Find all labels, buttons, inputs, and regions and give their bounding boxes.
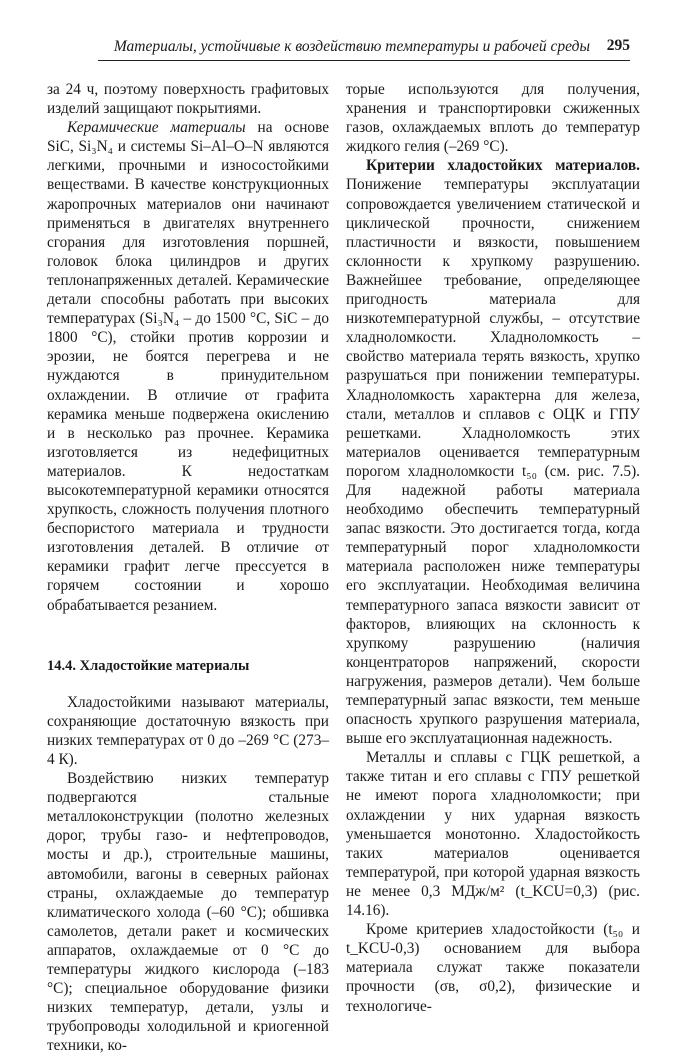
paragraph-text: Понижение температуры эксплуатации сопровождается увеличением статической и циклической прочности, снижением пластичности и вязкости, повышением склонности к хрупкому разрушению. Важнейшее требование, определяющее пригодность материала для низкотемпературной службы, – отсутствие хладноломкости. Хладноломкость – свойство материала терять вязкость, хрупко разрушаться при понижении температуры. Хладноломкость характерна для железа, стали, металлов и сплавов с ОЦК и ГПУ решетками. Хладноломкость этих материалов оценивается температурным порогом хладноломкости t₅₀ (см. рис. 7.5). Для надежной работы материала необходимо обеспечить температурный запас вязкости. Это достигается тогда, когда температурный порог хладноломкости материала расположен ниже температуры его эксплуатации. Необходимая величина температурного запаса вязкости зависит от факторов, влияющих на склонность к хрупкому разрушению (наличия концентраторов напряжений, скорости нагружения, размеров детали). Чем больше температурный запас вязкости, тем меньше опасность хрупкого разрушения материала, выше его эксплуатационная надежность. (346, 176, 640, 748)
paragraph (47, 118, 329, 614)
page-number: 295 (606, 37, 630, 54)
paragraph-text: на основе SiC, Si₃N₄ и системы Si–Al–O–N являются легкими, прочными и износостойкими веществами. В качестве конструкционных жаропрочных материалов они начинают применяться в двигателях внутреннего сгорания для изготовления поршней, головок блока цилиндров и других теплонапряженных деталей. Керамические детали способны работать при высоких температурах (Si₃N₄ – до 1500 °C, SiC – до 1800 °C), стойки против коррозии и эрозии, не боятся перегрева и не нуждаются в принудительном охлаждении. В отличие от графита керамика меньше подвержена окислению и в несколько раз прочнее. Керамика изготовляется из недефицитных материалов. К недостаткам высокотемпературной керамики относятся хрупкость, сложность получения плотного беспористого материала и трудности изготовления деталей. В отличие от керамики графит легче прессуется в горячем состоянии и хорошо обрабатывается резанием. (47, 119, 329, 614)
section-heading: 14.4. Хладостойкие материалы (47, 657, 250, 674)
running-title: Материалы, устойчивые к воздействию температуры и рабочей среды (113, 38, 590, 55)
paragraph: Кроме критериев хладостойкости (t₅₀ и t_KCU-0,3) основанием для выбора материала служат также показатели прочности (σв, σ0,2), физические и технологиче- (346, 921, 640, 1015)
header-rule (98, 60, 630, 61)
left-column (47, 80, 329, 1056)
italic-term: Керамические материалы (67, 119, 246, 137)
bold-subheading: Критерии хладостойких материалов. (366, 157, 640, 175)
spacer (47, 676, 329, 693)
paragraph (346, 156, 640, 748)
page-header (98, 36, 630, 62)
right-column (346, 80, 640, 1016)
paragraph: торые используются для получения, хранения и транспортировки сжиженных газов, охлаждаемых вплоть до температур жидкого гелия (–269 °C). (346, 81, 640, 156)
paragraph: Хладостойкими называют материалы, сохраняющие достаточную вязкость при низких температурах от 0 до –269 °C (273–4 К). (47, 693, 329, 768)
paragraph: за 24 ч, поэтому поверхность графитовых изделий защищают покрытиями. (47, 81, 329, 118)
paragraph: Воздействию низких температур подвергаются стальные металлоконструкции (полотно железных дорог, трубы газо- и нефтепроводов, мосты и др.), строительные машины, автомобили, вагоны в северных районах страны, охлаждаемые до температур климатического холода (–60 °C); обшивка самолетов, детали ракет и космических аппаратов, охлаждаемые от 0 °C до температуры жидкого кислорода (–183 °C); специальное оборудование физики низких температур, детали, узлы и трубопроводы холодильной и криогенной техники, ко- (47, 770, 329, 1055)
paragraph: Металлы и сплавы с ГЦК решеткой, а также титан и его сплавы с ГПУ решеткой не имеют порога хладноломкости; при охлаждении у них ударная вязкость уменьшается монотонно. Хладостойкость таких материалов оценивается температурой, при которой ударная вязкость не менее 0,3 МДж/м² (t_KCU=0,3) (рис. 14.16). (346, 749, 640, 920)
